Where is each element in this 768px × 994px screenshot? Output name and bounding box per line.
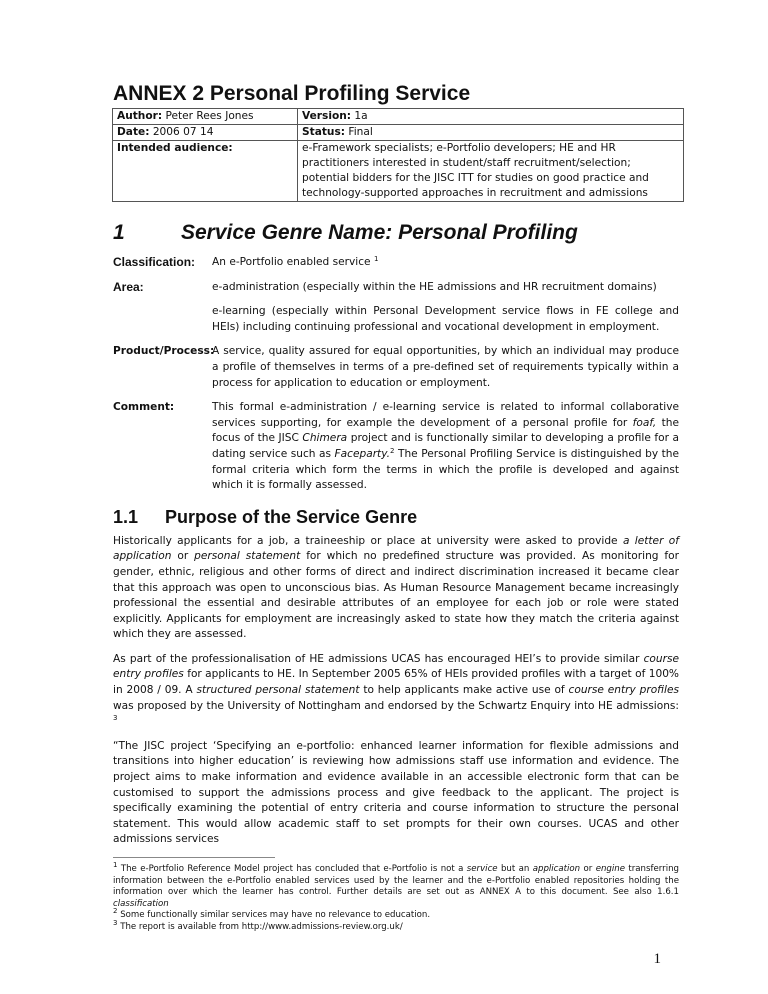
- author-cell: [113, 109, 298, 125]
- italic-text: Faceparty.: [334, 447, 391, 460]
- version-label: Version:: [302, 110, 352, 122]
- area-label: Area:: [113, 279, 144, 294]
- italic-text: engine: [595, 864, 625, 874]
- footnote-3: [113, 918, 679, 934]
- product-process-row: [113, 344, 679, 391]
- text-run: e-learning (especially within Personal Development service flows in FE college and HEIs) including continuing professional and vocational development in employment.: [212, 305, 679, 333]
- version-cell: [298, 109, 684, 125]
- area-row-2: [113, 304, 679, 335]
- audience-label-cell: [113, 141, 298, 202]
- status-value: Final: [348, 126, 373, 138]
- italic-text: personal statement: [194, 550, 301, 563]
- footnote-separator: [113, 857, 275, 858]
- text-run: Historically applicants for a job, a traineeship or place at university were asked to provide: [113, 534, 623, 547]
- footnote-ref: 1: [113, 861, 118, 869]
- italic-text: a letter of application: [113, 534, 679, 563]
- text-run: The report is available from http://www.admissions-review.org.uk/: [117, 921, 403, 932]
- text-run: to help applicants make active use of: [359, 684, 569, 697]
- area-value: [212, 280, 679, 296]
- date-value: 2006 07 14: [152, 126, 214, 138]
- section-number: 1.1: [113, 506, 139, 527]
- area-row: [113, 280, 679, 296]
- footnote-ref: 2: [390, 446, 395, 455]
- date-cell: [113, 125, 298, 141]
- table-row: [113, 125, 684, 141]
- date-label: Date:: [117, 126, 150, 138]
- text-run: A service, quality assured for equal opportunities, by which an individual may produce a profile of themselves in terms of a pre-defined set of requirements typically within a process for application to education or employment.: [212, 345, 679, 389]
- author-label: Author:: [117, 110, 163, 122]
- italic-text: foaf,: [632, 416, 657, 429]
- text-run: but an: [497, 864, 533, 874]
- text-run: or: [580, 864, 596, 874]
- text-run: As part of the professionalisation of HE admissions UCAS has encouraged HEI’s to provide similar: [113, 652, 644, 665]
- classification-row: [113, 255, 679, 271]
- document-page: [113, 82, 679, 968]
- text-run: for applicants to HE. In September 2005 65% of HEIs provided profiles with a target of 100% in 2008 / 09. A: [113, 668, 680, 697]
- italic-text: application: [532, 864, 581, 874]
- paragraph-jisc-quote: [113, 739, 679, 848]
- text-run: This formal e-administration / e-learning service is related to informal collaborative services supporting, for example the development of a personal profile for: [212, 401, 679, 429]
- status-cell: [298, 125, 684, 141]
- comment-label: Comment:: [113, 401, 175, 414]
- text-run: was proposed by the University of Nottingham and endorsed by the Schwartz Enquiry into HE admissions:: [113, 699, 679, 712]
- text-run: or: [171, 550, 195, 563]
- italic-text: service: [466, 864, 498, 874]
- italic-text: Chimera: [302, 432, 348, 445]
- comment-value: [212, 400, 679, 494]
- audience-value: e-Framework specialists; e-Portfolio developers; HE and HR practitioners interested in student/staff recruitment/selection; potential bidders for the JISC ITT for studies on good practice and technology-supported approaches in recruitment and admissions: [298, 141, 684, 202]
- footnote-ref: 1: [373, 255, 379, 263]
- italic-text: course entry profiles: [568, 684, 679, 697]
- version-value: 1a: [354, 110, 368, 122]
- text-run: The e-Portfolio Reference Model project has concluded that e-Portfolio is not a: [117, 864, 467, 874]
- footnote-ref: 3: [113, 714, 118, 723]
- product-process-label: Product/Process:: [113, 345, 215, 358]
- text-run: e-administration (especially within the HE admissions and HR recruitment domains): [212, 280, 657, 293]
- section-1-heading: [113, 220, 679, 246]
- status-label: Status:: [302, 126, 345, 138]
- audience-label: Intended audience:: [117, 142, 233, 154]
- text-run: An e-Portfolio enabled service: [212, 256, 374, 268]
- author-value: Peter Rees Jones: [165, 110, 254, 122]
- italic-text: classification: [113, 898, 169, 909]
- paragraph-ucas: [113, 652, 679, 730]
- footnote-ref: 2: [113, 907, 118, 916]
- comment-row: [113, 400, 679, 494]
- classification-label: Classification:: [113, 255, 196, 269]
- product-process-value: [212, 344, 679, 391]
- italic-text: structured personal statement: [196, 684, 360, 697]
- table-row: [113, 109, 684, 125]
- footnote-2: [113, 907, 679, 922]
- paragraph-history: [113, 534, 679, 643]
- text-run: “The JISC project ‘Specifying an e-portfolio: enhanced learner information for flexible admissions and transitions into higher education’ is reviewing how admissions staff use information and evidence. The project aims to make information and evidence available in an accessible electronic form that can be customised to support the admissions process and give feedback to the applicant. The project is specifically examining the potential of entry criteria and course information to structure the personal statement. This would allow academic staff to set prompts for their own courses. UCAS and other admissions services: [113, 739, 679, 846]
- text-run: for which no predefined structure was provided. As monitoring for gender, ethnic, religious and other forms of direct and indirect discrimination increased it became clear that this approach was open to unconscious bias. As Human Resource Management became increasingly professional the essential and desirable attributes of an employee for each job or role were stated explicitly. Applicants for employment are increasingly asked to state how they match the criteria against which they are assessed.: [113, 550, 679, 641]
- section-title: Purpose of the Service Genre: [165, 506, 418, 527]
- text-run: The Personal Profiling Service is distinguished by the formal criteria which form the terms in which the profile is developed and against which it is formally assessed.: [212, 447, 679, 492]
- document-metadata-table: [112, 108, 684, 202]
- section-number: 1: [113, 221, 125, 244]
- section-title: Service Genre Name: Personal Profiling: [181, 221, 578, 244]
- italic-text: course entry profiles: [113, 652, 679, 681]
- document-title: ANNEX 2 Personal Profiling Service: [113, 82, 471, 105]
- footnote-1: [113, 861, 679, 910]
- page-number: 1: [653, 950, 661, 967]
- section-1-1-heading: [113, 506, 679, 528]
- text-run: transferring information between the e-Portfolio enabled services used by the learner and the e-Portfolio enabled repositories holding the information over which the learner has control. Further details are set out as ANNEX A to this document. See also 1.6.1: [113, 864, 679, 898]
- text-run: the focus of the JISC: [212, 416, 679, 445]
- table-row: [113, 141, 684, 202]
- text-run: project and is functionally similar to developing a profile for a dating service such as: [212, 432, 679, 460]
- classification-value: [212, 255, 679, 271]
- footnote-ref: 3: [113, 918, 118, 927]
- text-run: Some functionally similar services may have no relevance to education.: [117, 910, 431, 921]
- area-value-elearning: [212, 304, 679, 335]
